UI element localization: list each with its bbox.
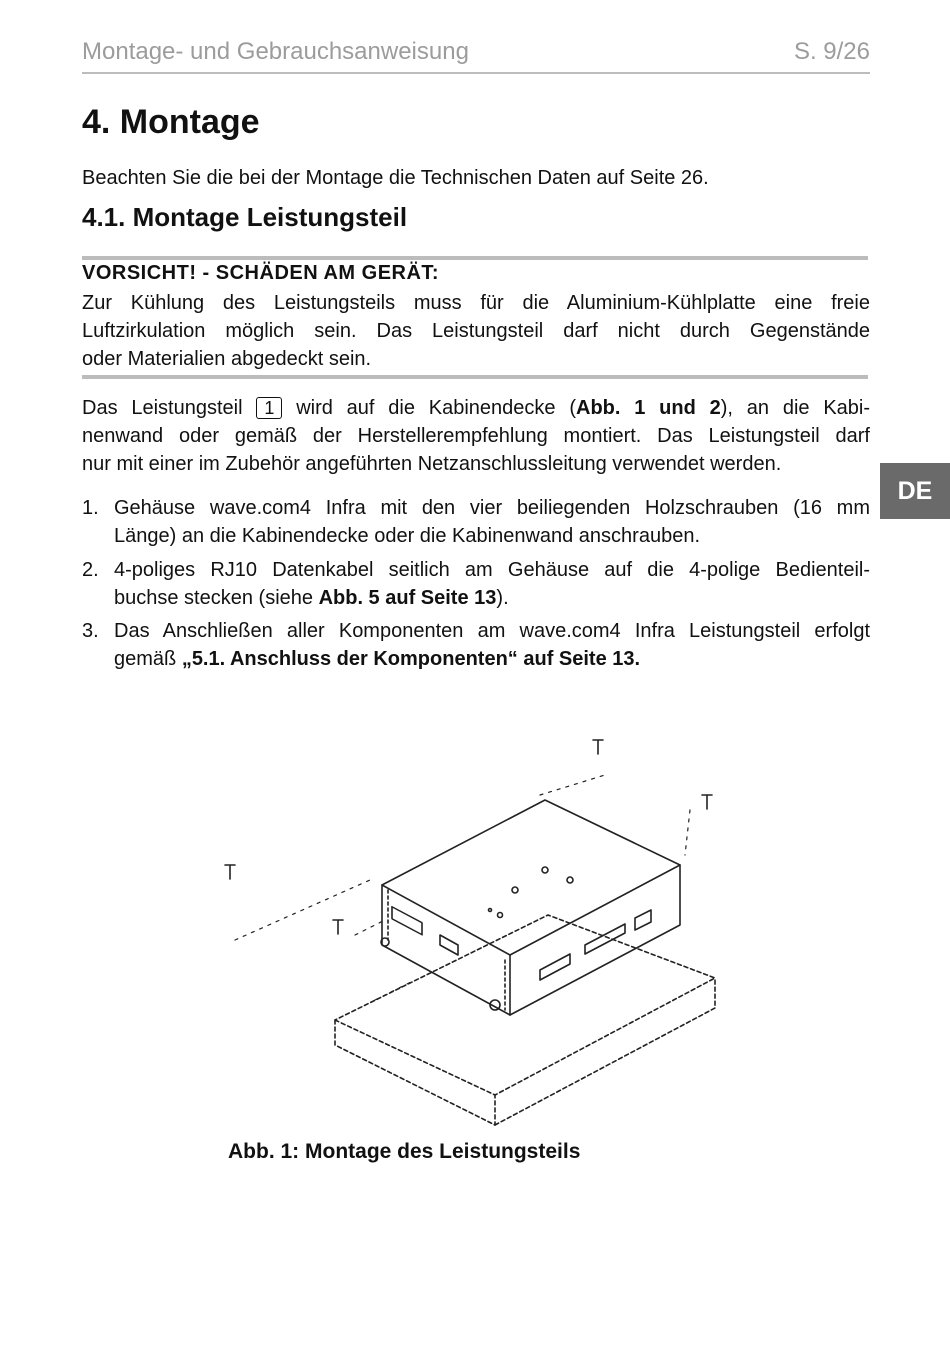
list-number: 3. bbox=[82, 620, 99, 642]
paragraph-text: ), an die Kabi- bbox=[720, 397, 871, 419]
list-text: buchse stecken (siehe bbox=[114, 587, 319, 609]
list-line bbox=[114, 645, 870, 673]
warning-line: Luftzirkulation möglich sein. Das Leistungsteil darf nicht durch Gegenstände bbox=[82, 320, 870, 342]
warning-line: oder Materialien abgedeckt sein. bbox=[82, 348, 372, 370]
subsection-heading: 4.1. Montage Leistungsteil bbox=[82, 202, 408, 232]
warning-body bbox=[82, 289, 870, 373]
list-text: ). bbox=[496, 587, 509, 609]
warning-top-rule bbox=[82, 256, 868, 260]
list-item bbox=[82, 494, 870, 550]
paragraph-text: Das Leistungsteil bbox=[82, 397, 243, 419]
mounting-illustration bbox=[210, 730, 730, 1140]
paragraph-line bbox=[82, 394, 870, 422]
screws bbox=[225, 740, 712, 934]
paragraph-line: nenwand oder gemäß der Herstellerempfehlung montiert. Das Leistungsteil darf bbox=[82, 425, 870, 447]
list-line: 4-poliges RJ10 Datenkabel seitlich am Gehäuse auf die 4-polige Bedienteil- bbox=[114, 559, 870, 581]
list-line bbox=[114, 584, 870, 612]
figure-caption: Abb. 1: Montage des Leistungsteils bbox=[228, 1140, 581, 1163]
warning-title: VORSICHT! - SCHÄDEN AM GERÄT: bbox=[82, 262, 440, 284]
paragraph-line: nur mit einer im Zubehör angeführten Netzanschlussleitung verwendet werden. bbox=[82, 453, 782, 475]
list-number: 2. bbox=[82, 559, 99, 581]
language-tab-de: DE bbox=[880, 463, 950, 519]
running-header bbox=[82, 36, 870, 74]
paragraph-text: wird auf die Kabinendecke ( bbox=[296, 397, 577, 419]
mounting-paragraph bbox=[82, 394, 870, 478]
warning-bottom-rule bbox=[82, 375, 868, 379]
list-line: Das Anschließen aller Komponenten am wave.com4 Infra Leistungsteil erfolgt bbox=[114, 620, 870, 642]
figure-reference: Abb. 5 auf Seite 13 bbox=[318, 587, 497, 609]
list-text: gemäß bbox=[114, 648, 182, 670]
list-item bbox=[82, 556, 870, 612]
warning-line: Zur Kühlung des Leistungsteils muss für die Aluminium-Kühlplatte eine freie bbox=[82, 292, 870, 314]
section-reference: „5.1. Anschluss der Komponenten“ auf Seite 13. bbox=[181, 648, 641, 670]
list-item bbox=[82, 617, 870, 673]
screw-guides bbox=[235, 775, 690, 1000]
list-line: Gehäuse wave.com4 Infra mit den vier beiliegenden Holzschrauben (16 mm bbox=[114, 497, 870, 519]
list-number: 1. bbox=[82, 497, 99, 519]
figure-reference: Abb. 1 und 2 bbox=[576, 397, 721, 419]
housing bbox=[381, 800, 680, 1015]
section-heading: 4. Montage bbox=[82, 103, 260, 141]
header-title: Montage- und Gebrauchsanweisung bbox=[82, 38, 469, 65]
section-intro: Beachten Sie die bei der Montage die Technischen Daten auf Seite 26. bbox=[82, 167, 709, 189]
item-number-badge: 1 bbox=[256, 397, 282, 419]
page-number: S. 9/26 bbox=[793, 38, 870, 65]
list-line: Länge) an die Kabinendecke oder die Kabinenwand anschrauben. bbox=[114, 525, 701, 547]
